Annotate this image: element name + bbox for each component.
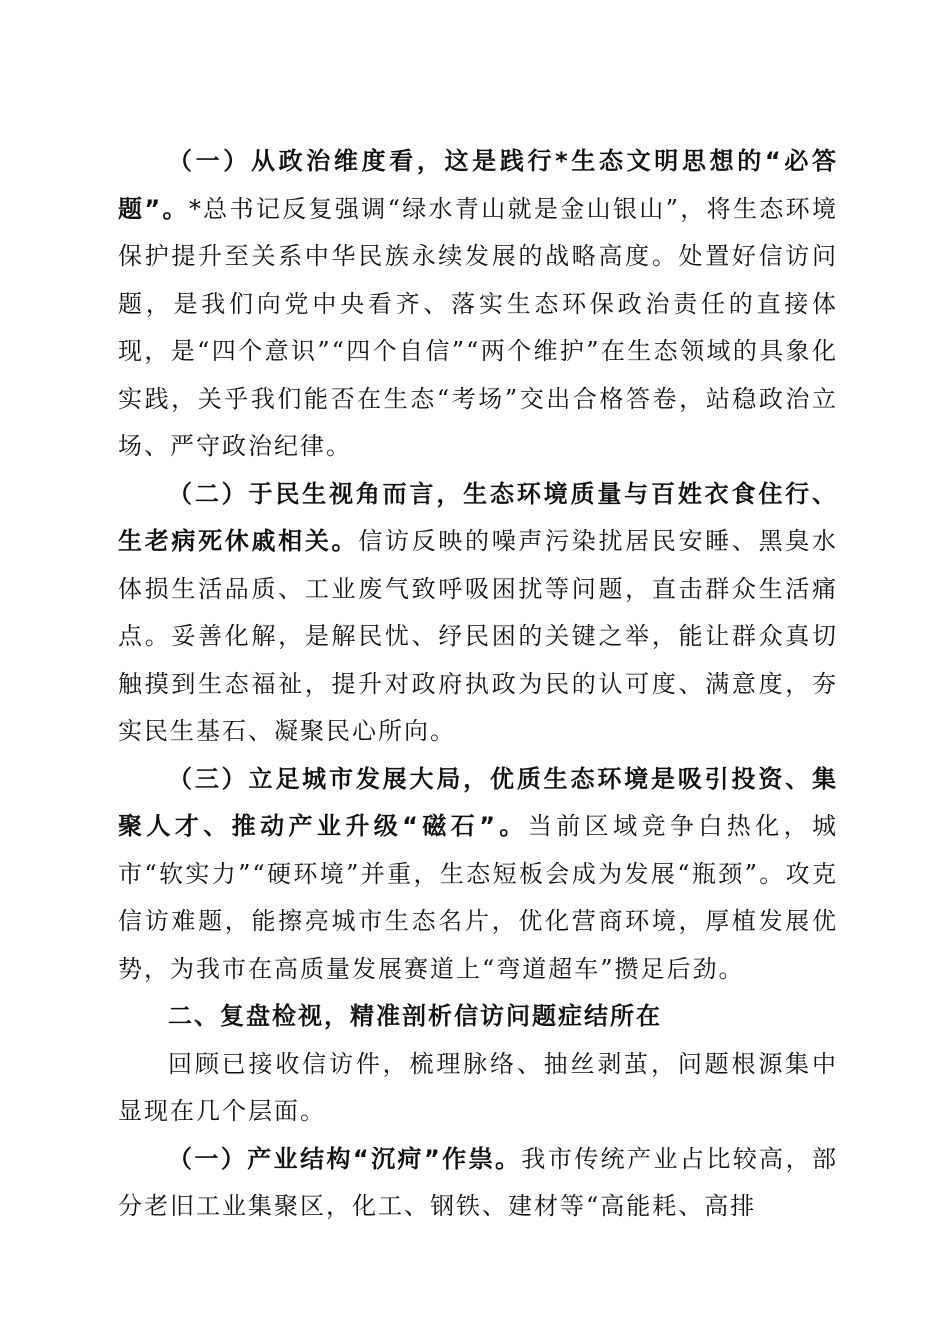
paragraph-lead: （二）于民生视角而言，生态环境质量与百姓衣食住行、生老病死休戚相关。 xyxy=(118,479,838,555)
paragraph-text: 当前区域竞争白热化，城市“软实力”“硬环境”并重，生态短板会成为发展“瓶颈”。攻克信访难题，能擦亮城市生态名片，优化营商环境，厚植发展优势，为我市在高质量发展赛道上“弯道超车”攒足后劲。 xyxy=(118,812,839,983)
paragraph-political-dimension xyxy=(118,138,838,471)
paragraph-review-intro: 回顾已接收信访件，梳理脉络、抽丝剥茧，问题根源集中显现在几个层面。 xyxy=(118,1049,838,1125)
paragraph-lead: （一）产业结构“沉疴”作祟。 xyxy=(168,1144,522,1173)
paragraph-text: 信访反映的噪声污染扰居民安睡、黑臭水体损生活品质、工业废气致呼吸困扰等问题，直击群众生活痛点。妥善化解，是解民忧、纾民困的关键之举，能让群众真切触摸到生态福祉，提升对政府执政为民的认可度、满意度，夯实民生基石、凝聚民心所向。 xyxy=(118,527,839,745)
paragraph-city-development xyxy=(118,756,838,994)
paragraph-livelihood-perspective xyxy=(118,471,838,756)
section-heading-2: 二、复盘检视，精准剖析信访问题症结所在 xyxy=(168,1002,662,1030)
paragraph-industry-structure xyxy=(118,1136,838,1231)
paragraph-text: 我市传统产业占比较高，部分老旧工业集聚区，化工、钢铁、建材等“高能耗、高排 xyxy=(118,1144,839,1220)
paragraph-text: *总书记反复强调“绿水青山就是金山银山”，将生态环境保护提升至关系中华民族永续发展的战略高度。处置好信访问题，是我们向党中央看齐、落实生态环保政治责任的直接体现，是“四个意识”“四个自信”“两个维护”在生态领域的具象化实践，关乎我们能否在生态“考场”交出合格答卷，站稳政治立场、严守政治纪律。 xyxy=(118,194,838,460)
document-body xyxy=(118,138,838,1231)
paragraph-lead: （一）从政治维度看，这是践行*生态文明思想的“必答题”。 xyxy=(118,147,838,223)
paragraph-lead: （三）立足城市发展大局，优质生态环境是吸引投资、集聚人才、推动产业升级“磁石”。 xyxy=(118,764,838,840)
